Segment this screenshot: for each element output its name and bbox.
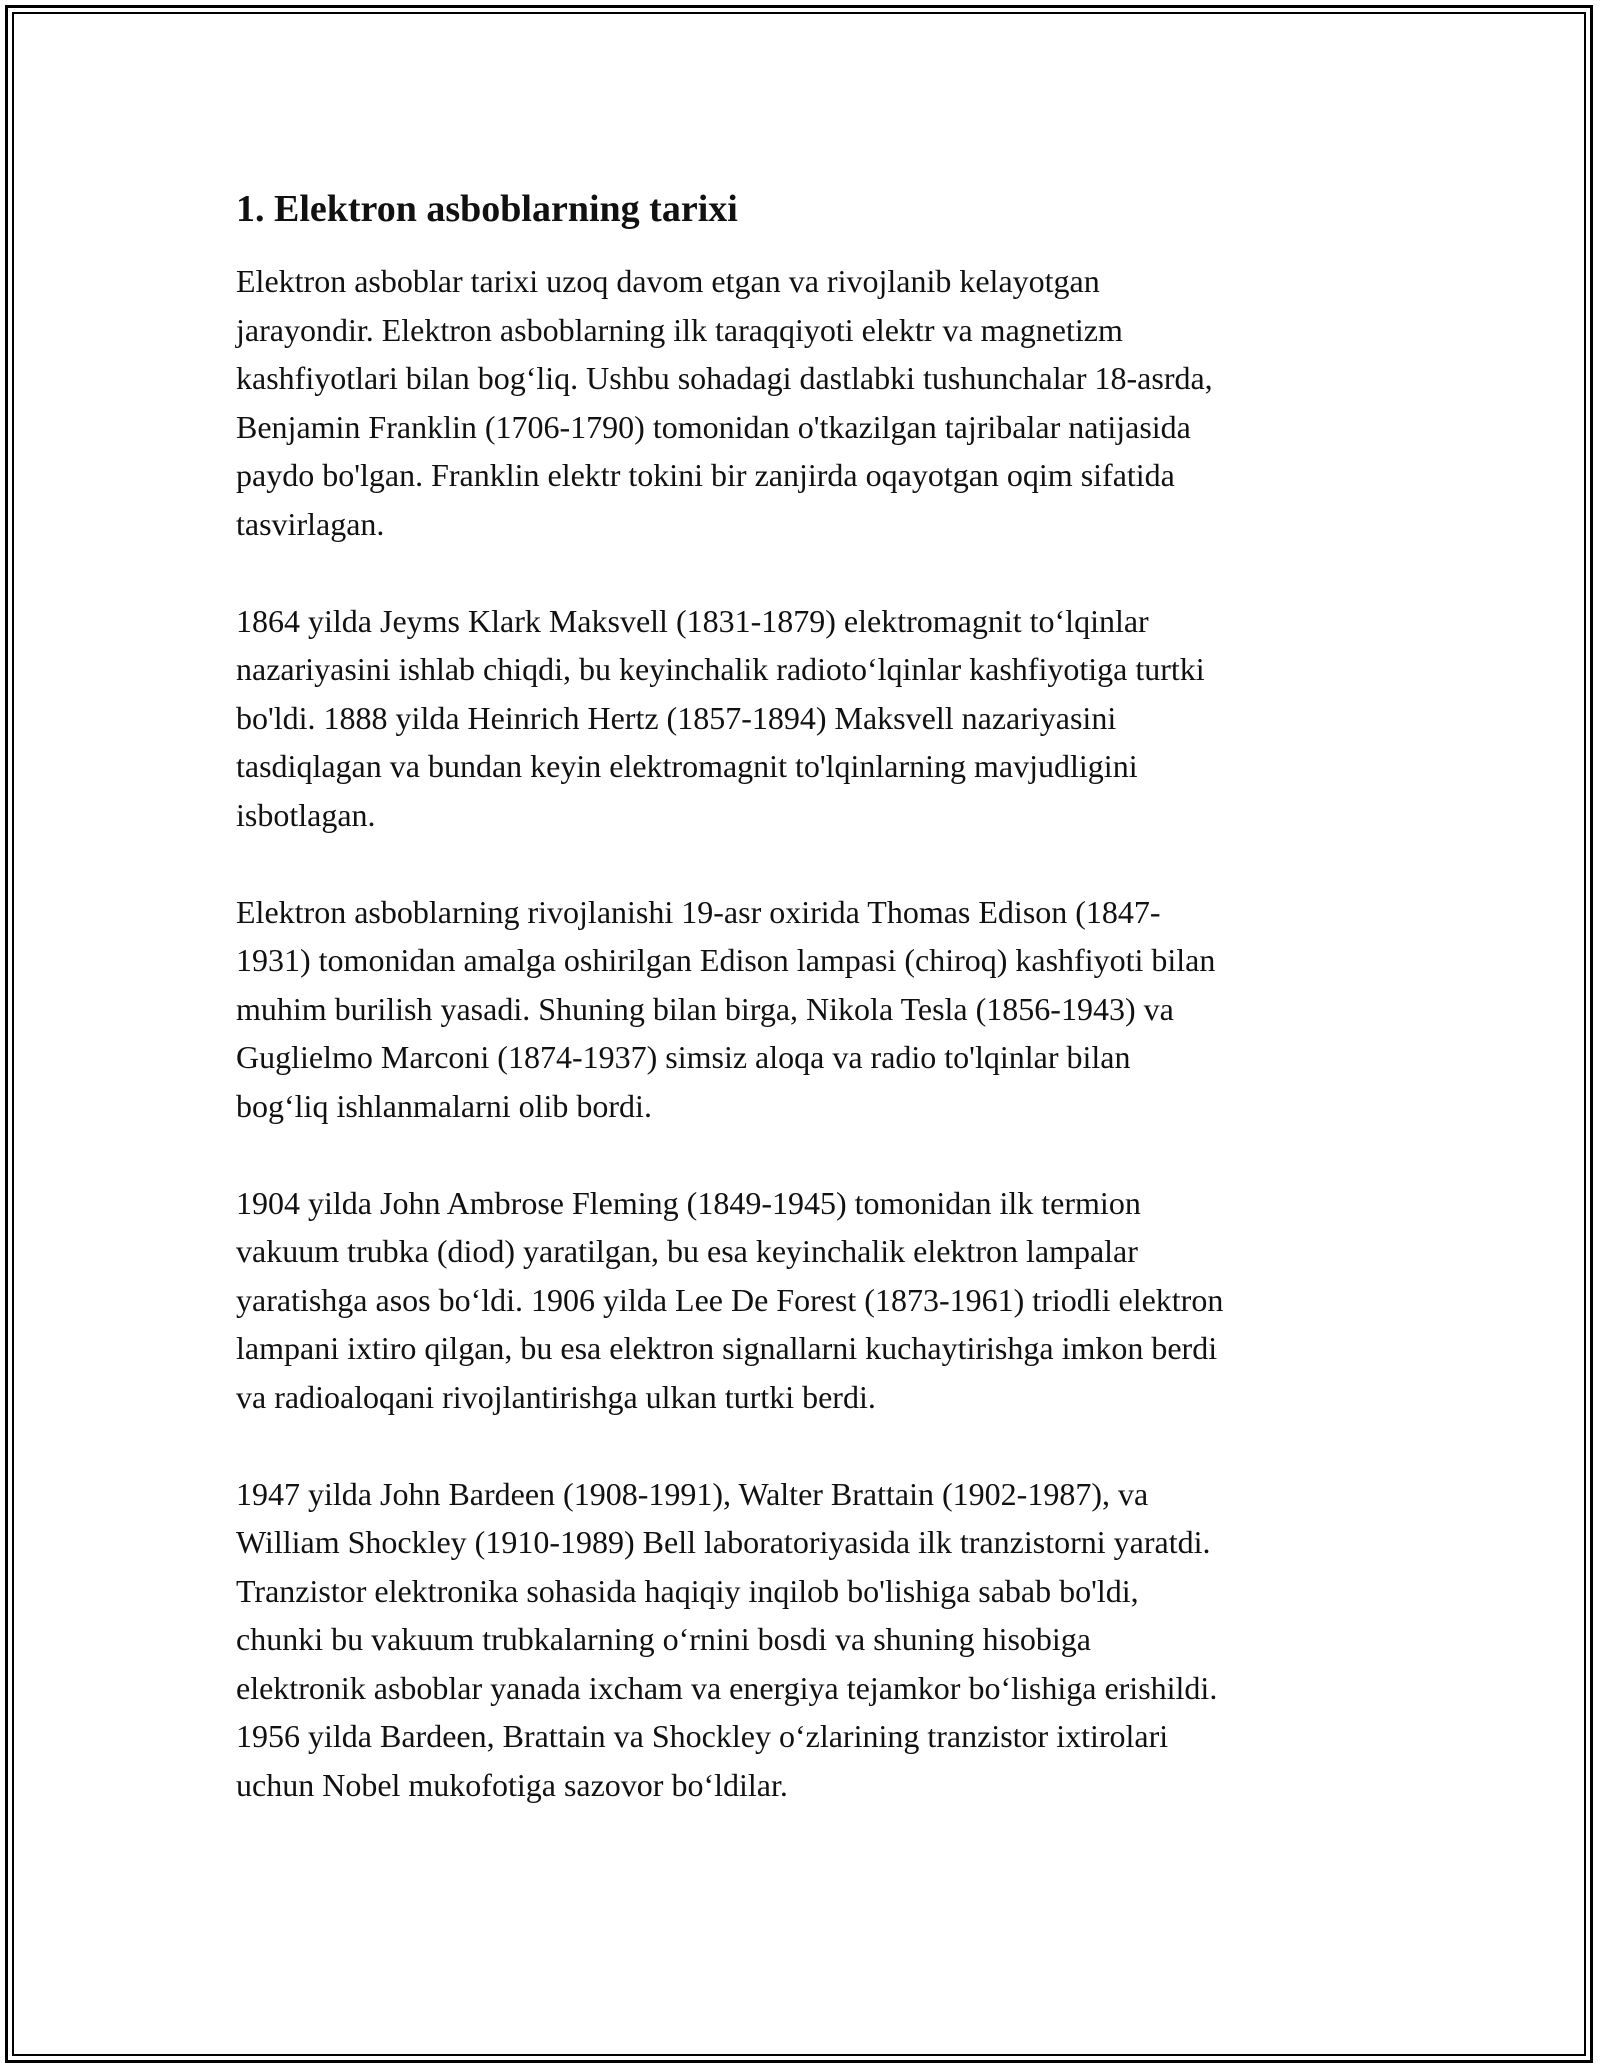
paragraph-transistor: 1947 yilda John Bardeen (1908-1991), Walter Brattain (1902-1987), va William Shockley (1910-1989) Bell laboratoriyasida ilk tranzistorni yaratdi. Tranzistor elektronika sohasida haqiqiy inqilob bo'lishiga sabab bo'ldi, chunki bu vakuum trubkalarning o‘rnini bosdi va shuning hisobiga elektronik asboblar yanada ixcham va energiya tejamkor bo‘lishiga erishildi. 1956 yilda Bardeen, Brattain va Shockley o‘zlarining tranzistor ixtirolari uchun Nobel mukofotiga sazovor bo‘ldilar. xyxy=(236,1475,1218,1803)
paragraph-edison-tesla: Elektron asboblarning rivojlanishi 19-asr oxirida Thomas Edison (1847- 1931) tomonidan amalga oshirilgan Edison lampasi (chiroq) kashfiyoti bilan muhim burilish yasadi. Shuning bilan birga, Nikola Tesla (1856-1943) va Guglielmo Marconi (1874-1937) simsiz aloqa va radio to'lqinlar bilan bog‘liq ishlanmalarni olib bordi. xyxy=(236,893,1216,1124)
document-body xyxy=(236,185,1376,1858)
paragraph-maxwell-hertz: 1864 yilda Jeyms Klark Maksvell (1831-1879) elektromagnit to‘lqinlar nazariyasini ishlab chiqdi, bu keyinchalik radioto‘lqinlar kashfiyotiga turtki bo'ldi. 1888 yilda Heinrich Hertz (1857-1894) Maksvell nazariyasini tasdiqlagan va bundan keyin elektromagnit to'lqinlarning mavjudligini isbotlagan. xyxy=(236,602,1205,833)
paragraph-fleming-deforest: 1904 yilda John Ambrose Fleming (1849-1945) tomonidan ilk termion vakuum trubka (diod) yaratilgan, bu esa keyinchalik elektron lampalar yaratishga asos bo‘ldi. 1906 yilda Lee De Forest (1873-1961) triodli elektron lampani ixtiro qilgan, bu esa elektron signallarni kuchaytirishga imkon berdi va radioaloqani rivojlantirishga ulkan turtki berdi. xyxy=(236,1184,1224,1415)
paragraph-intro: Elektron asboblar tarixi uzoq davom etgan va rivojlanib kelayotgan jarayondir. Elektron asboblarning ilk taraqqiyoti elektr va magnetizm kashfiyotlari bilan bog‘liq. Ushbu sohadagi dastlabki tushunchalar 18-asrda, Benjamin Franklin (1706-1790) tomonidan o'tkazilgan tajribalar natijasida paydo bo'lgan. Franklin elektr tokini bir zanjirda oqayotgan oqim sifatida tasvirlagan. xyxy=(236,263,1213,542)
section-title: 1. Elektron asboblarning tarixi xyxy=(236,188,738,230)
